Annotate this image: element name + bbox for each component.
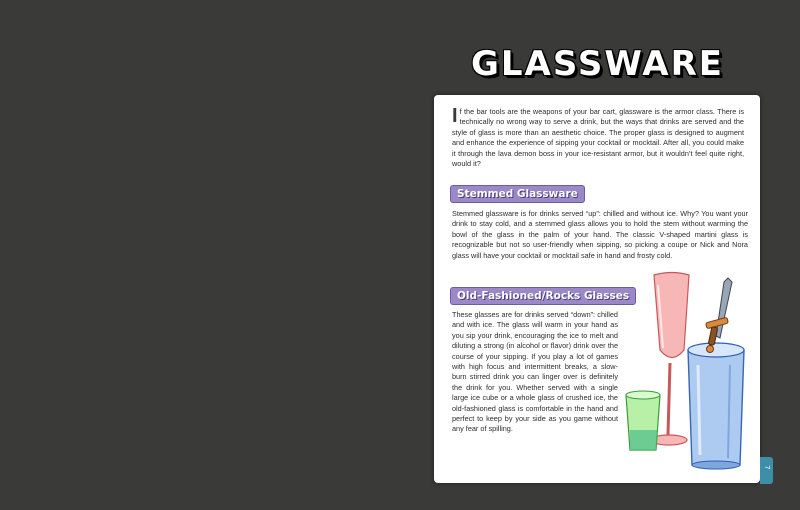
intro-paragraph <box>452 107 744 169</box>
section-body-stemmed: Stemmed glassware is for drinks served “up”: chilled and without ice. Why? You want your drink to stay cold, and a stemmed glass allows you to hold the stem without warming the bowl of the glass in the palm of your hand. The classic V-shaped martini glass is recognizable but not so user-friendly when sipping, so picking a coupe or Nick and Nora glass will have your cocktail or mocktail safe in hand and frosty cold. <box>452 209 748 260</box>
page-title: GLASSWARE <box>470 44 725 84</box>
page-number-tab <box>760 457 773 484</box>
drop-cap: I <box>452 105 458 127</box>
intro-text: f the bar tools are the weapons of your bar cart, glassware is the armor class. There is technically no wrong way to serve a drink, but the ways that drinks are served and the style of glass is more than an aesthetic choice. The proper glass is designed to augment and enhance the experience of sipping your cocktail or mocktail. After all, you could make it through the lava demon boss in your ice-resistant armor, but it wouldn’t feel quite right, would it? <box>452 107 744 169</box>
highball-glass-icon <box>688 343 744 469</box>
sword-stirrer-icon <box>706 278 732 353</box>
page-number: 7 <box>763 465 770 470</box>
section-heading-stemmed: Stemmed Glassware <box>450 185 585 203</box>
content-card <box>434 95 760 483</box>
glassware-illustration <box>624 270 759 470</box>
section-body-rocks: These glasses are for drinks served “down”: chilled and with ice. The glass will warm in your hand as you sip your drink, encouraging the ice to melt and diluting a strong (in alcohol or flavor) drink over the course of your sipping. If you play a lot of games with high focus and intermittent breaks, a slow-burn stirred drink you can linger over is definitely the drink for you. Whether served with a single large ice cube or a whole glass of crushed ice, the old-fashioned glass is comfortable in the hand and perfect to keep by your side as you game without any fear of spilling. <box>452 310 618 434</box>
shot-glass-icon <box>626 391 660 450</box>
section-heading-rocks: Old-Fashioned/Rocks Glasses <box>450 287 636 305</box>
